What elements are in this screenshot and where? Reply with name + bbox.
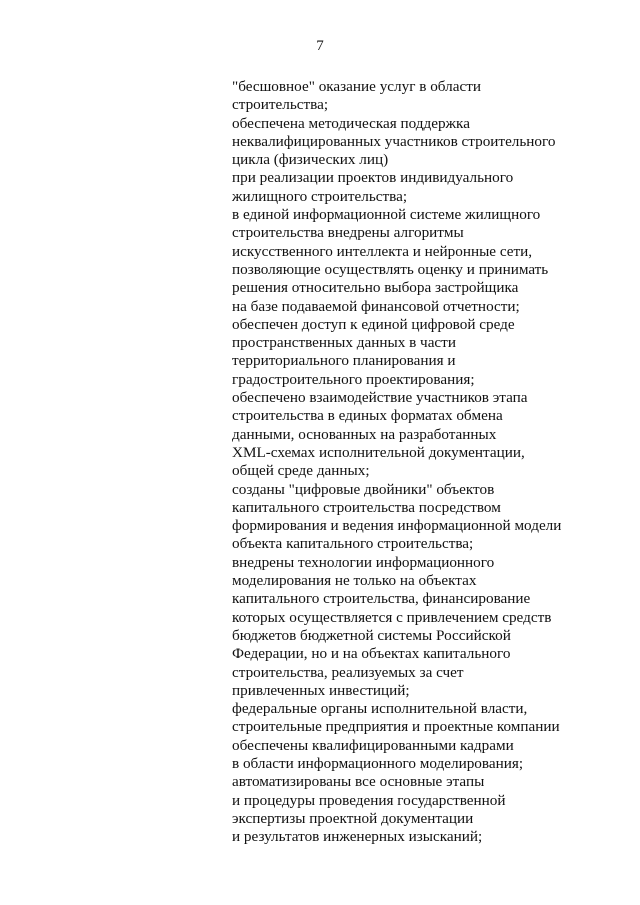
text-line: Федерации, но и на объектах капитального: [232, 645, 511, 663]
text-line: общей среде данных;: [232, 462, 370, 480]
text-line: строительства, реализуемых за счет: [232, 663, 464, 681]
text-line: внедрены технологии информационного: [232, 553, 495, 571]
text-line: и процедуры проведения государственной: [232, 791, 506, 809]
text-line: объекта капитального строительства;: [232, 535, 474, 553]
page-number: 7: [316, 38, 324, 54]
text-line: федеральные органы исполнительной власти,: [232, 700, 528, 718]
text-line: решения относительно выбора застройщика: [232, 279, 519, 297]
text-line: XML-схемах исполнительной документации,: [232, 443, 525, 461]
text-line: данными, основанных на разработанных: [232, 425, 497, 443]
text-line: формирования и ведения информационной модели: [232, 517, 562, 535]
text-line: неквалифицированных участников строительного: [232, 132, 556, 150]
text-line: которых осуществляется с привлечением средств: [232, 608, 552, 626]
text-line: цикла (физических лиц): [232, 151, 389, 169]
text-line: строительства внедрены алгоритмы: [232, 224, 464, 242]
text-line: бюджетов бюджетной системы Российской: [232, 626, 511, 644]
text-line: строительные предприятия и проектные компании: [232, 718, 560, 736]
text-line: пространственных данных в части: [232, 334, 456, 352]
text-line: "бесшовное" оказание услуг в области: [232, 78, 481, 95]
text-line: обеспечена методическая поддержка: [232, 114, 470, 132]
text-line: в области информационного моделирования;: [232, 754, 524, 772]
text-line: при реализации проектов индивидуального: [232, 169, 514, 187]
text-line: привлеченных инвестиций;: [232, 681, 410, 699]
text-line: позволяющие осуществлять оценку и принимать: [232, 260, 549, 278]
text-line: экспертизы проектной документации: [232, 809, 474, 827]
text-line: строительства в единых форматах обмена: [232, 407, 503, 425]
text-line: искусственного интеллекта и нейронные сети,: [232, 242, 533, 260]
text-line: жилищного строительства;: [232, 187, 408, 205]
text-line: капитального строительства, финансирование: [232, 590, 531, 608]
text-line: моделирования не только на объектах: [232, 572, 477, 590]
text-line: обеспечены квалифицированными кадрами: [232, 736, 514, 754]
text-line: обеспечено взаимодействие участников этапа: [232, 389, 528, 407]
text-line: капитального строительства посредством: [232, 498, 501, 516]
text-line: градостроительного проектирования;: [232, 370, 475, 388]
text-line: территориального планирования и: [232, 352, 456, 370]
text-line: в единой информационной системе жилищного: [232, 206, 541, 224]
text-line: строительства;: [232, 96, 329, 114]
text-line: на базе подаваемой финансовой отчетности;: [232, 297, 520, 315]
text-line: созданы "цифровые двойники" объектов: [232, 480, 495, 498]
text-line: обеспечен доступ к единой цифровой среде: [232, 315, 515, 333]
text-line: автоматизированы все основные этапы: [232, 773, 485, 791]
body-text: [232, 78, 592, 846]
text-line: и результатов инженерных изысканий;: [232, 828, 483, 846]
